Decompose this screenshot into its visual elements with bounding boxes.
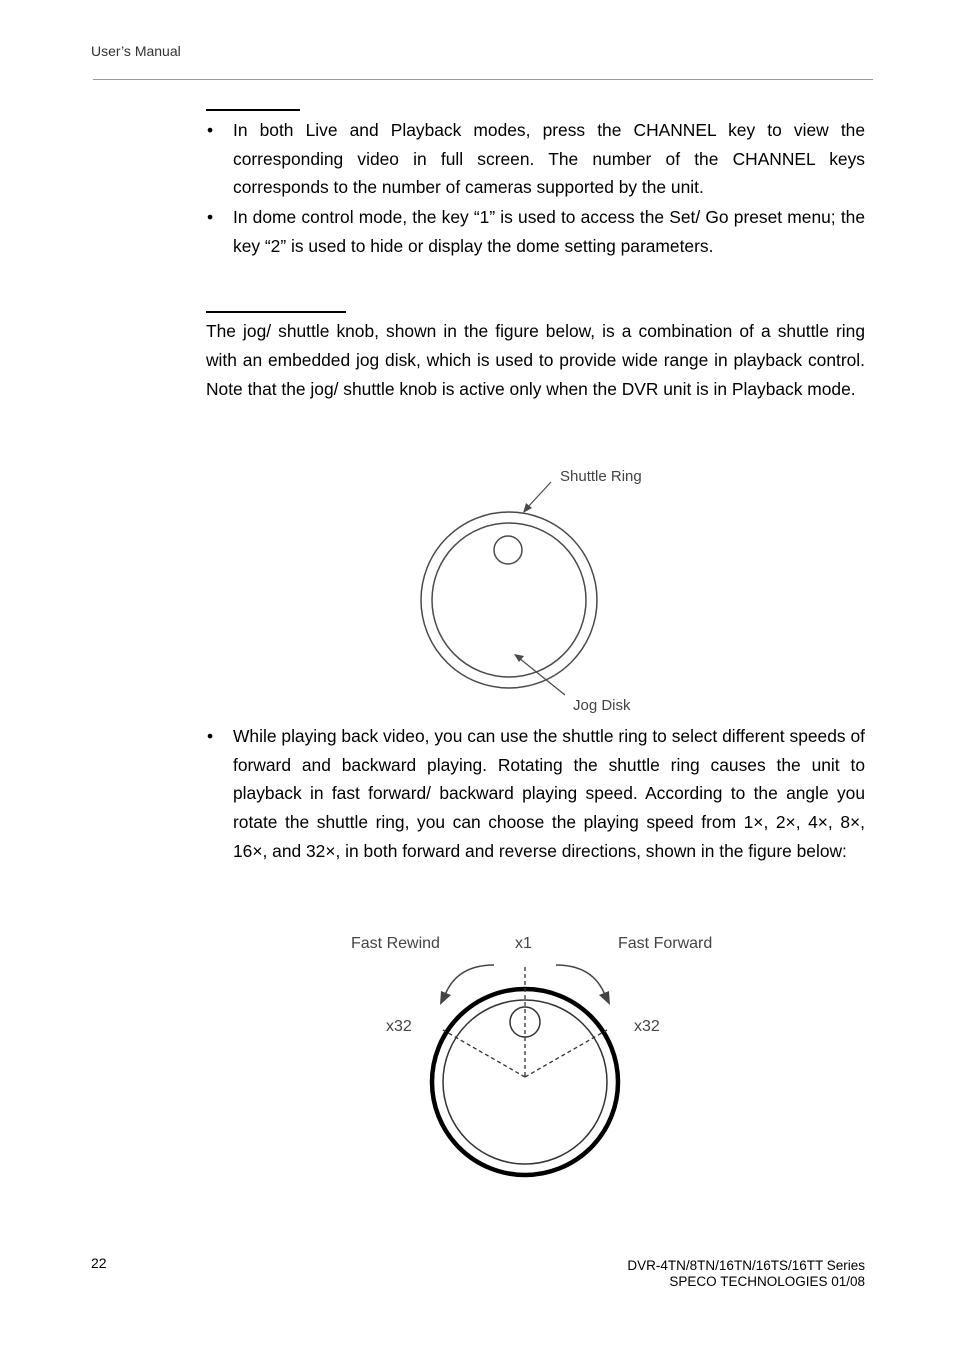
x32-rewind-dashed-line bbox=[443, 1030, 525, 1077]
x1-speed-label: x1 bbox=[515, 935, 532, 952]
shuttle-ring-outer bbox=[421, 512, 597, 688]
bullet-item: • In dome control mode, the key “1” is used to access the Set/ Go preset menu; the key “2” is used to hide or display the dome setting parameters. bbox=[206, 203, 865, 260]
shuttle-ring-pointer bbox=[527, 482, 551, 508]
fast-rewind-label: Fast Rewind bbox=[351, 935, 440, 952]
footer-model-series: DVR-4TN/8TN/16TN/16TS/16TT Series bbox=[627, 1258, 865, 1273]
shuttle-bullet-list bbox=[206, 722, 865, 866]
jog-disk bbox=[432, 523, 586, 677]
footer-info bbox=[627, 1258, 865, 1290]
jog-disk-finger-hole bbox=[494, 536, 522, 564]
bullet-item: • While playing back video, you can use the shuttle ring to select different speeds of forward and backward playing. Rotating the shuttle ring causes the unit to playback in fast forward/ backward playing speed. According to the angle you rotate the shuttle ring, you can choose the playing speed from 1×, 2×, 4×, 8×, 16×, and 32×, in both forward and reverse directions, shown in the figure below: bbox=[206, 722, 865, 866]
footer-company-date: SPECO TECHNOLOGIES 01/08 bbox=[669, 1274, 865, 1289]
bullet-item: • In both Live and Playback modes, press the CHANNEL key to view the corresponding video in full screen. The number of the CHANNEL keys corresponds to the number of cameras supported by the unit. bbox=[206, 116, 865, 202]
jog-shuttle-knob-figure bbox=[415, 460, 660, 720]
jog-disk-label: Jog Disk bbox=[573, 697, 631, 714]
channel-bullet-list bbox=[206, 116, 865, 261]
channel-section-heading-rule bbox=[206, 109, 300, 111]
running-header: User’s Manual bbox=[91, 43, 181, 59]
header-divider bbox=[93, 79, 873, 80]
forward-arrowhead bbox=[599, 991, 610, 1005]
page-number: 22 bbox=[91, 1255, 107, 1271]
forward-arrow bbox=[556, 965, 605, 995]
jog-disk-pointer bbox=[519, 658, 565, 695]
rewind-arrowhead bbox=[440, 991, 451, 1005]
fast-forward-label: Fast Forward bbox=[618, 935, 713, 952]
rewind-arrow bbox=[445, 965, 494, 995]
x32-forward-label: x32 bbox=[634, 1018, 660, 1035]
x32-forward-dashed-line bbox=[525, 1030, 607, 1077]
jog-section-heading-rule bbox=[206, 311, 346, 313]
shuttle-speed-figure bbox=[345, 925, 730, 1185]
jog-shuttle-intro-paragraph: The jog/ shuttle knob, shown in the figure below, is a combination of a shuttle ring with an embedded jog disk, which is used to provide wide range in playback control. Note that the jog/ shuttle knob is active only when the DVR unit is in Playback mode. bbox=[206, 321, 865, 399]
x32-rewind-label: x32 bbox=[386, 1018, 412, 1035]
shuttle-ring-label: Shuttle Ring bbox=[560, 468, 642, 485]
